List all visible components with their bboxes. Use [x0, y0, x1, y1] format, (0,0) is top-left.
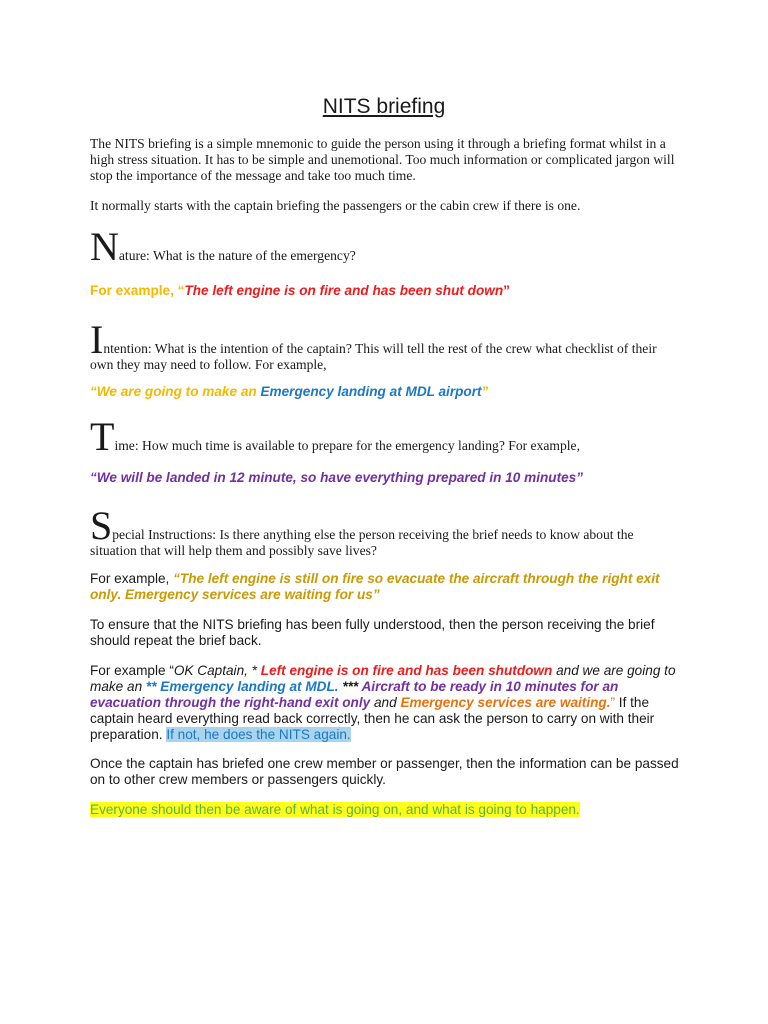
readback-emergency-landing: ** Emergency landing at MDL. [145, 679, 339, 694]
readback-close-quote: ” [610, 695, 616, 710]
time-example: “We will be landed in 12 minute, so have everything prepared in 10 minutes” [90, 470, 584, 485]
nature-example-close: ” [503, 283, 510, 298]
nature-example-quote: The left engine is on fire and has been shut down [184, 283, 504, 298]
readback-left-engine: Left engine is on fire and has been shutdown [260, 663, 553, 678]
time-text: ime: How much time is available to prepare for the emergency landing? For example, [114, 438, 580, 453]
special-text: pecial Instructions: Is there anything else the person receiving the brief needs to know about the situation that will help them and possibly save lives? [90, 527, 634, 558]
intention-example-part2: Emergency landing at MDL airport [260, 384, 482, 399]
special-example [90, 571, 680, 603]
readback-ok-captain: OK Captain, * [173, 663, 261, 678]
document-title: NITS briefing [322, 95, 446, 118]
readback-stars: *** [338, 679, 362, 694]
readback-tail: If the captain heard everything read back correctly, then he can ask the person to carry on with their preparation. [90, 695, 655, 742]
special-example-prefix: For example, [90, 571, 174, 586]
intention-text: ntention: What is the intention of the captain? This will tell the rest of the crew what checklist of their own they may need to follow. For example, [90, 341, 657, 372]
intention-example-open: “ [90, 384, 97, 399]
nature-paragraph [90, 224, 680, 269]
intention-example-close: ” [481, 384, 489, 399]
readback-lead: For example “ [90, 663, 174, 678]
special-paragraph [90, 503, 680, 559]
readback-and: and [370, 695, 401, 710]
closing-summary-highlight: Everyone should then be aware of what is going on, and what is going to happen. [90, 802, 580, 817]
nature-example-prefix: For example, “ [90, 283, 185, 298]
intention-example-part1: We are going to make an [96, 384, 261, 399]
nature-example [90, 283, 680, 299]
time-paragraph [90, 414, 680, 459]
readback-services-waiting: Emergency services are waiting. [400, 695, 611, 710]
readback-if-not-highlight: If not, he does the NITS again. [166, 727, 351, 742]
intention-initial: I [90, 317, 104, 362]
readback-aircraft-ready: Aircraft to be ready in 10 minutes for an evacuation through the right-hand exit only [90, 679, 619, 710]
intro-captain-paragraph: It normally starts with the captain briefing the passengers or the cabin crew if there is one. [90, 198, 581, 213]
intention-paragraph [90, 317, 680, 373]
readback-example [90, 663, 680, 743]
special-example-quote: “The left engine is still on fire so evacuate the aircraft through the right exit only. Emergency services are waiting for us” [90, 571, 660, 602]
nature-initial: N [90, 224, 119, 269]
closing-paragraph: Once the captain has briefed one crew member or passenger, then the information can be passed on to other crew members or passengers quickly. [90, 756, 679, 787]
readback-paragraph: To ensure that the NITS briefing has been fully understood, then the person receiving the brief should repeat the brief back. [90, 617, 655, 648]
intro-paragraph: The NITS briefing is a simple mnemonic to guide the person using it through a briefing format whilst in a high stress situation. It has to be simple and unemotional. Too much information or complicated jargon will stop the importance of the message and take too much time. [90, 136, 675, 183]
special-initial: S [90, 503, 113, 548]
time-initial: T [90, 414, 115, 459]
readback-and-going: and we are going to make an [90, 663, 676, 694]
nature-text: ature: What is the nature of the emergency? [118, 248, 356, 263]
intention-example [90, 384, 680, 400]
closing-summary [90, 802, 680, 818]
